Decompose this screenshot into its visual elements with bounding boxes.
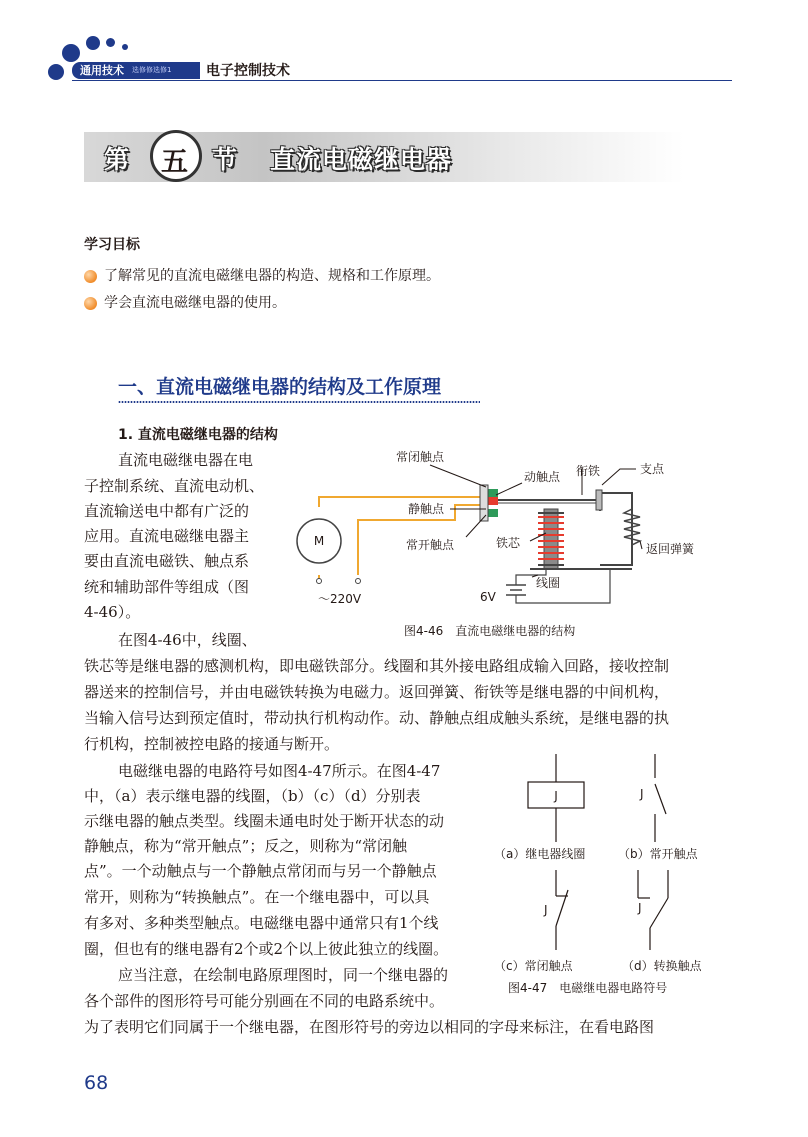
banner-part2: 节 <box>212 145 238 174</box>
para2-line: 铁芯等是继电器的感测机构，即电磁铁部分。线圈和其外接电路组成输入回路，接收控制 <box>84 657 670 675</box>
objective-item: 了解常见的直流电磁继电器的构造、规格和工作原理。 <box>104 268 440 284</box>
bullet-icon <box>84 297 97 310</box>
book-title: 电子控制技术 <box>206 63 290 79</box>
svg-text:J: J <box>638 901 642 915</box>
label-nc-contact: 常闭触点 <box>396 450 445 464</box>
banner-title: 直流电磁继电器 <box>270 145 453 174</box>
svg-text:M: M <box>313 534 325 548</box>
para1-line: 统和辅助部件等组成（图 <box>84 578 250 596</box>
label-core: 铁芯 <box>496 536 521 550</box>
header-dot-4 <box>106 38 115 47</box>
series-label: 通用技术 <box>80 64 124 77</box>
series-sub-label: 选修修选修1 <box>132 66 172 74</box>
para4-line: 各个部件的图形符号可能分别画在不同的电路系统中。 <box>84 992 445 1010</box>
para2-line: 器送来的控制信号，并由电磁铁转换为电磁力。返回弹簧、衔铁等是继电器的中间机构， <box>84 683 670 701</box>
changeover-contact-symbol <box>638 870 668 950</box>
svg-text:（c）常闭触点: （c）常闭触点 <box>494 959 573 973</box>
label-armature: 衔铁 <box>576 464 601 478</box>
bullet-icon <box>84 270 97 283</box>
label-battery: 6V <box>480 590 496 604</box>
label-no-contact: 常开触点 <box>406 538 455 552</box>
para1-line: 4-46）。 <box>84 603 141 621</box>
svg-text:J: J <box>544 903 548 917</box>
label-spring: 返回弹簧 <box>646 542 695 556</box>
para3-line: 电磁继电器的电路符号如图4-47所示。在图4-47 <box>118 762 441 780</box>
para1-line: 要由直流电磁铁、触点系 <box>84 552 250 570</box>
para2-line: 当输入信号达到预定值时，带动执行机构动作。动、静触点组成触头系统，是继电器的执 <box>84 709 670 727</box>
section-heading-dots <box>118 400 480 404</box>
para1-line: 直流输送电中都有广泛的 <box>84 502 250 520</box>
moving-contact <box>488 497 498 505</box>
static-contact <box>488 509 498 517</box>
para3-line: 有多对、多种类型触点。电磁继电器中通常只有1个线 <box>84 914 439 932</box>
label-moving-contact: 动触点 <box>524 470 561 484</box>
banner-part1: 第 <box>104 145 130 174</box>
figure-4-47-diagram <box>490 750 720 982</box>
banner-number: 五 <box>161 147 188 178</box>
page-number: 68 <box>84 1072 109 1094</box>
para3-line: 常开，则称为“转换触点”。在一个继电器中，可以具 <box>84 888 430 906</box>
para1-line: 子控制系统、直流电动机、 <box>84 477 265 495</box>
header-dot-2 <box>62 44 80 62</box>
svg-text:～220V: ～220V <box>318 592 362 606</box>
header-rule <box>72 80 732 81</box>
para3-line: 示继电器的触点类型。线圈未通电时处于断开状态的动 <box>84 812 445 830</box>
svg-text:J: J <box>640 787 644 801</box>
label-coil: 线圈 <box>536 576 561 590</box>
para4-line: 为了表明它们同属于一个继电器，在图形符号的旁边以相同的字母来标注，在看电路图 <box>84 1018 655 1036</box>
para3-line: 圈，但也有的继电器有2个或2个以上彼此独立的线圈。 <box>84 940 449 958</box>
para3-line: 静触点，称为“常开触点”；反之，则称为“常闭触 <box>84 837 408 855</box>
header-dot-3 <box>86 36 100 50</box>
subsection-heading: 1. 直流电磁继电器的结构 <box>118 427 278 443</box>
objective-item: 学会直流电磁继电器的使用。 <box>104 295 286 311</box>
no-contact-symbol <box>655 754 666 842</box>
svg-text:（d）转换触点: （d）转换触点 <box>622 959 702 973</box>
nc-contact <box>488 489 498 497</box>
svg-text:J: J <box>554 789 558 803</box>
para2-line: 行机构，控制被控电路的接通与断开。 <box>84 735 340 753</box>
para1-line: 应用。直流电磁继电器主 <box>84 527 250 545</box>
para3-line: 点”。一个动触点与一个静触点常闭而与另一个静触点 <box>84 862 437 880</box>
para4-line: 应当注意，在绘制电路原理图时，同一个继电器的 <box>118 966 449 984</box>
label-pivot: 支点 <box>640 462 665 476</box>
figure-4-46-caption: 图4-46 直流电磁继电器的结构 <box>404 624 576 638</box>
svg-text:（b）常开触点: （b）常开触点 <box>618 847 698 861</box>
para2-line: 在图4-46中，线圈、 <box>118 631 257 649</box>
objectives-heading: 学习目标 <box>84 237 140 253</box>
nc-contact-symbol <box>556 870 568 950</box>
svg-text:（a）继电器线圈: （a）继电器线圈 <box>494 847 586 861</box>
header-dot-5 <box>122 44 128 50</box>
header-dot-1 <box>48 64 64 80</box>
label-static-contact: 静触点 <box>408 502 445 516</box>
figure-4-46-diagram <box>290 445 720 615</box>
para3-line: 中，（a）表示继电器的线圈，（b）（c）（d）分别表 <box>84 787 421 805</box>
figure-4-47-caption: 图4-47 电磁继电器电路符号 <box>508 981 668 995</box>
para1-line: 直流电磁继电器在电 <box>118 451 254 469</box>
section-heading: 一、直流电磁继电器的结构及工作原理 <box>118 376 442 398</box>
